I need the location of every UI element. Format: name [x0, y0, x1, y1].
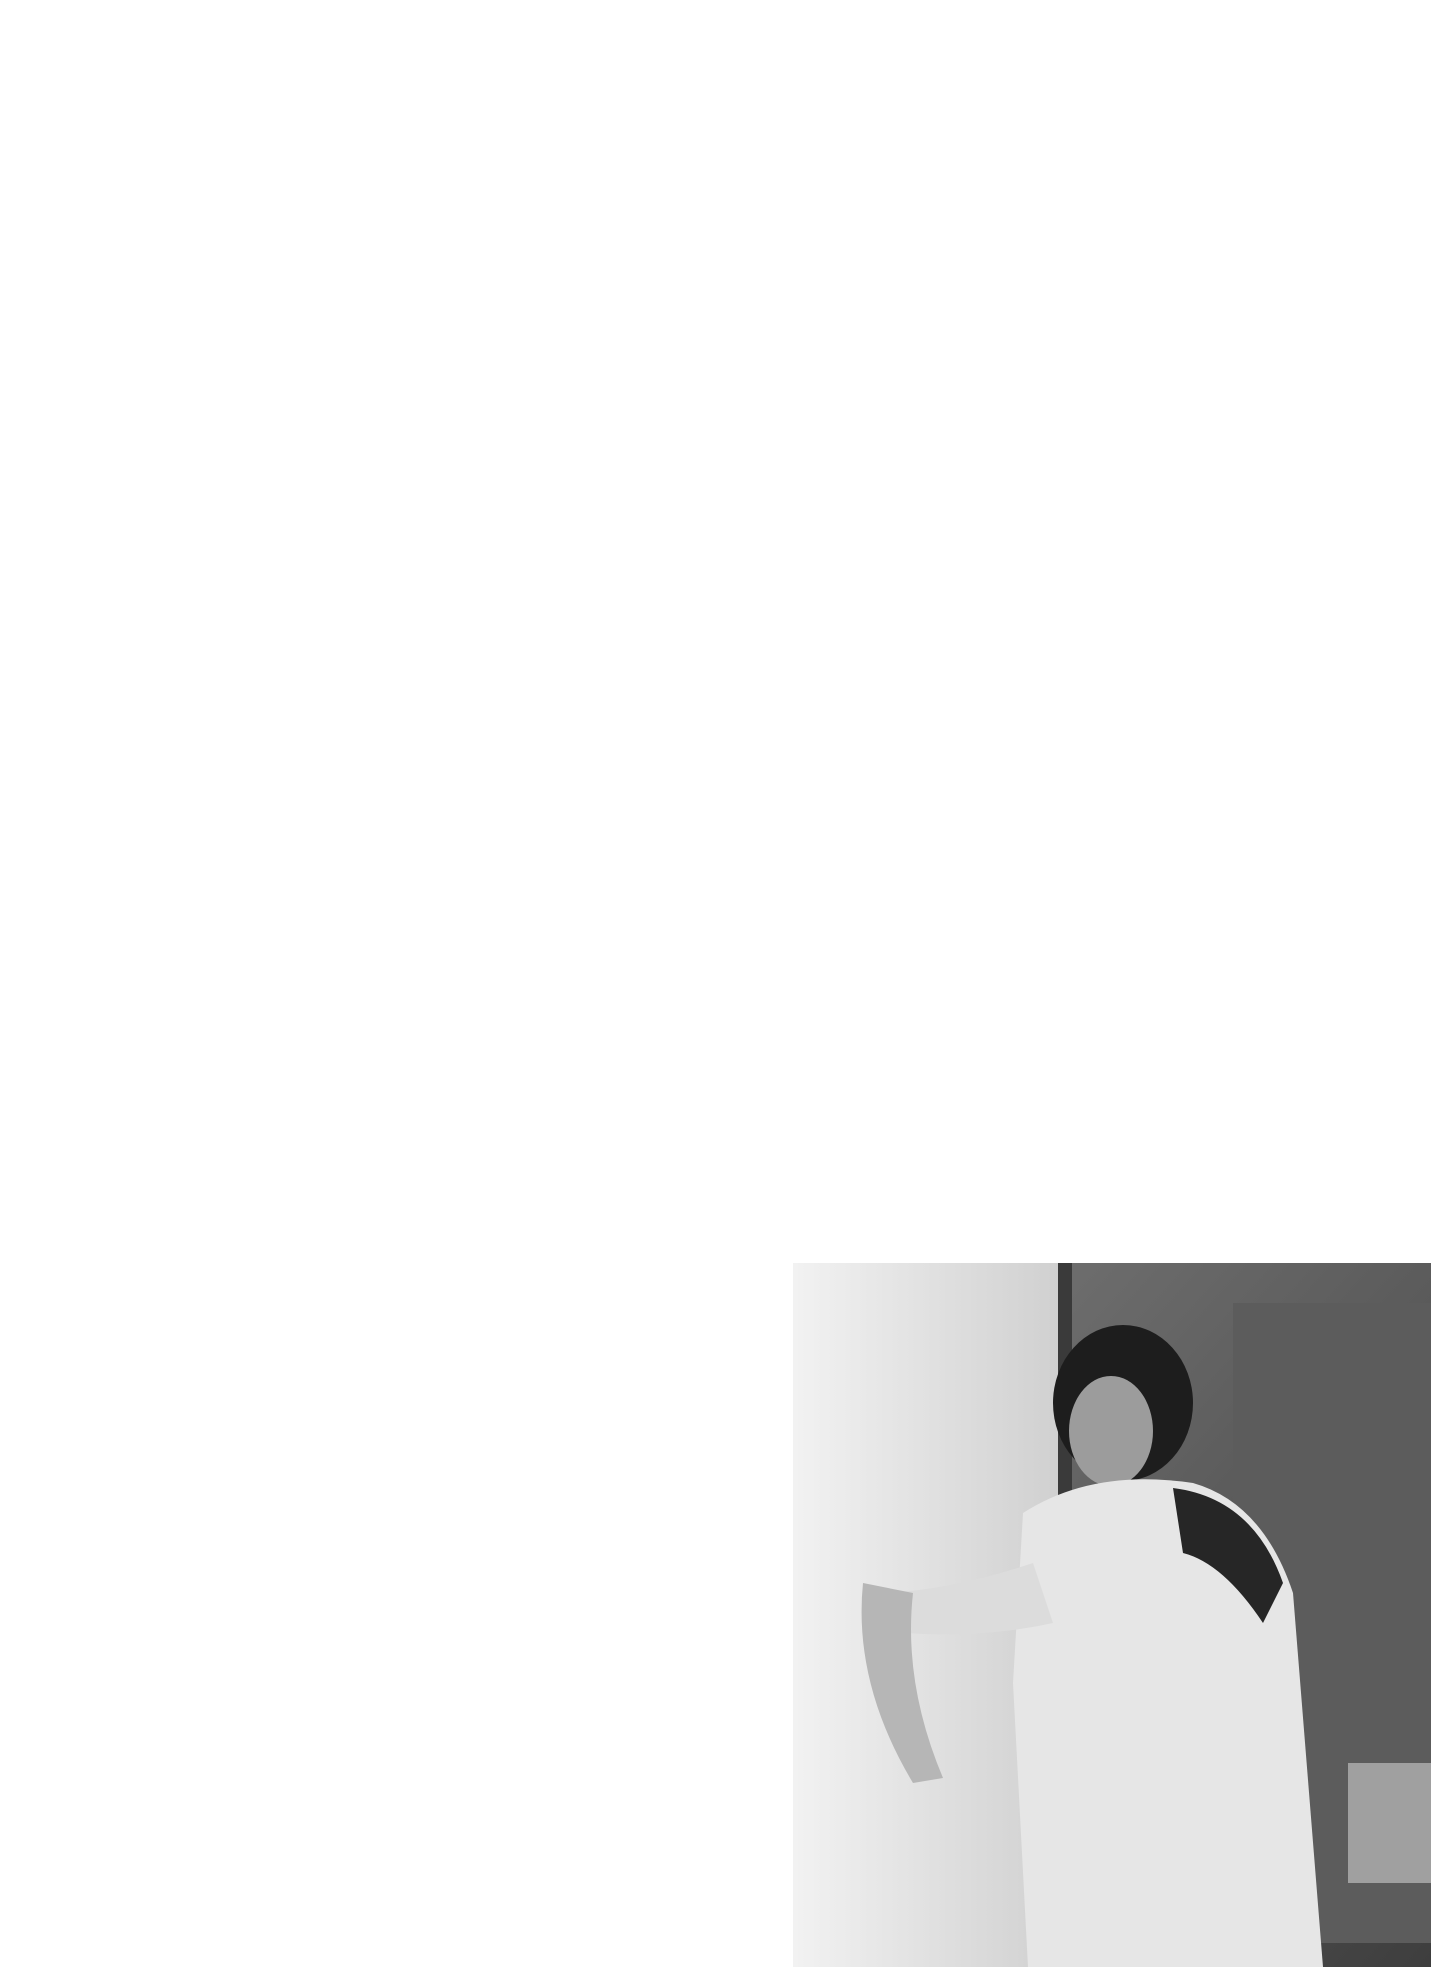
candid-photo-image	[793, 1263, 1431, 1967]
candid-photo	[793, 1263, 1431, 1967]
